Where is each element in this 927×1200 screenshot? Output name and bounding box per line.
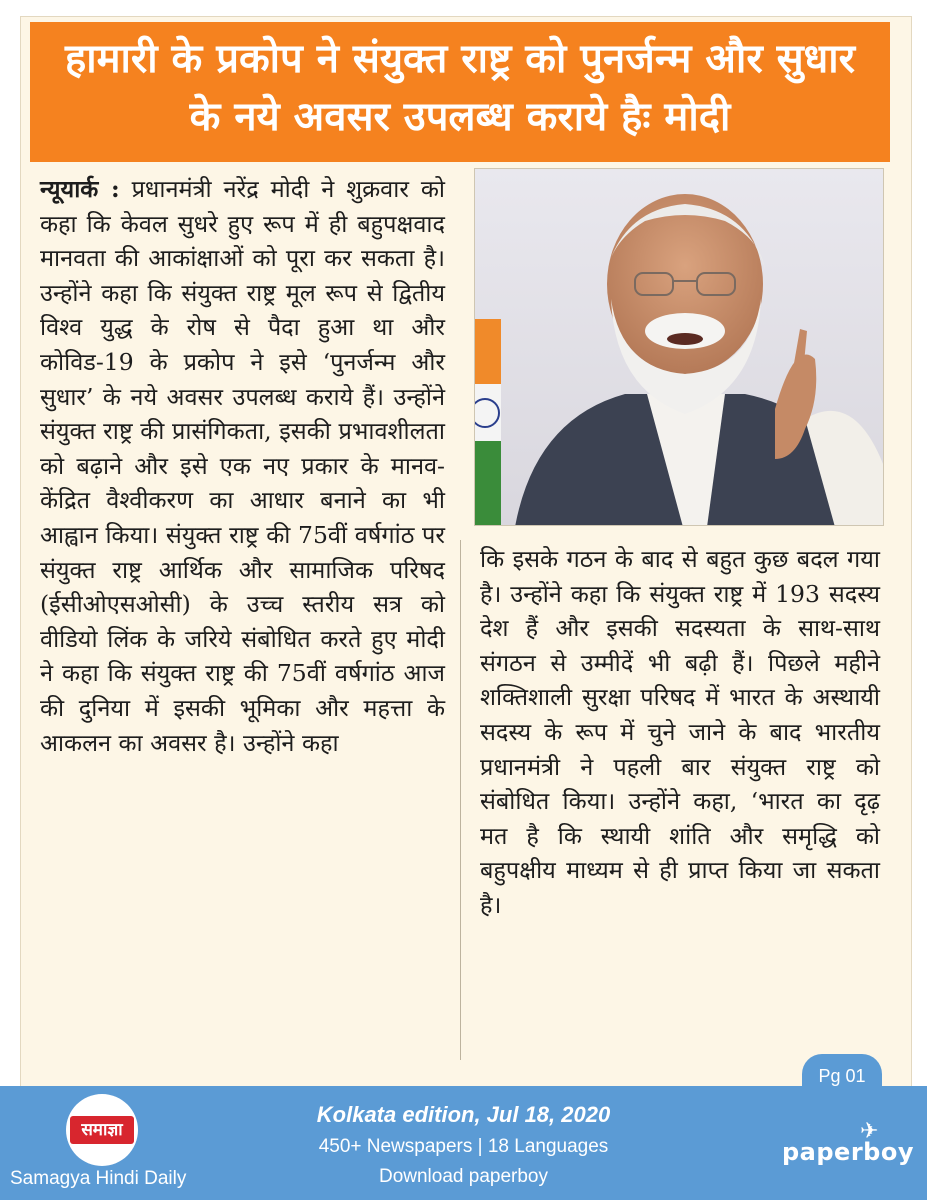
- edition-label: Kolkata edition, Jul 18, 2020: [316, 1102, 611, 1127]
- paperboy-logo: paperboy: [782, 1138, 914, 1166]
- coverage-tagline: 450+ Newspapers | 18 Languages: [318, 1136, 609, 1157]
- page-number-badge: Pg 01: [802, 1054, 882, 1094]
- headline: हामारी के प्रकोप ने संयुक्त राष्ट्र को पुनर्जन्म और सुधार के नये अवसर उपलब्ध कराये हैः मोदी: [30, 22, 890, 162]
- article-photo: [474, 168, 884, 526]
- paperboy-mascot-icon: ✈: [860, 1118, 879, 1143]
- article-column-right: कि इसके गठन के बाद से बहुत कुछ बदल गया है। उन्होंने कहा कि संयुक्त राष्ट्र में 193 सदस्य देश हैं और इसकी सदस्यता के साथ-साथ संगठन से उम्मीदें भी बढ़ी हैं। पिछले महीने शक्तिशाली सुरक्षा परिषद में भारत के अस्थायी सदस्य के रूप में चुने जाने के बाद भारतीय प्रधानमंत्री ने पहली बार संयुक्त राष्ट्र को संबोधित किया। उन्होंने कहा, ‘भारत का दृढ़ मत है कि स्थायी शांति और समृद्धि को बहुपक्षीय माध्यम से ही प्राप्त किया जा सकता है।: [480, 545, 880, 919]
- download-link[interactable]: Download paperboy: [378, 1166, 548, 1187]
- newspaper-logo-text: समाज्ञा: [70, 1116, 134, 1144]
- article-column-left: [40, 172, 445, 760]
- speaker-photo-image: [475, 169, 884, 526]
- newspaper-name: Samagya Hindi Daily: [10, 1168, 187, 1189]
- footer-bar: [0, 1086, 927, 1200]
- column-divider: [460, 540, 461, 1060]
- article-dateline: न्यूयार्क :: [40, 175, 120, 203]
- article-left-body: प्रधानमंत्री नरेंद्र मोदी ने शुक्रवार को कहा कि केवल सुधरे हुए रूप में ही बहुपक्षवाद मानवता की आकांक्षाओं को पूरा कर सकता है। उन्होंने कहा कि संयुक्त राष्ट्र मूल रूप से द्वितीय विश्व युद्ध के रोष से पैदा हुआ था और कोविड-19 के प्रकोप ने इसे ‘पुनर्जन्म और सुधार’ के नये अवसर उपलब्ध कराये हैं। उन्होंने संयुक्त राष्ट्र की प्रासंगिकता, इसकी प्रभावशीलता को बढ़ाने और इसे एक नए प्रकार के मानव-केंद्रित वैश्वीकरण का आधार बनाने का भी आह्वान किया। संयुक्त राष्ट्र की 75वीं वर्षगांठ पर संयुक्त राष्ट्र आर्थिक और सामाजिक परिषद (ईसीओएसओसी) के उच्च स्तरीय सत्र को वीडियो लिंक के जरिये संबोधित करते हुए मोदी ने कहा कि संयुक्त राष्ट्र की 75वीं वर्षगांठ आज की दुनिया में इसकी भूमिका और महत्ता के आकलन का अवसर है। उन्होंने कहा: [40, 175, 445, 757]
